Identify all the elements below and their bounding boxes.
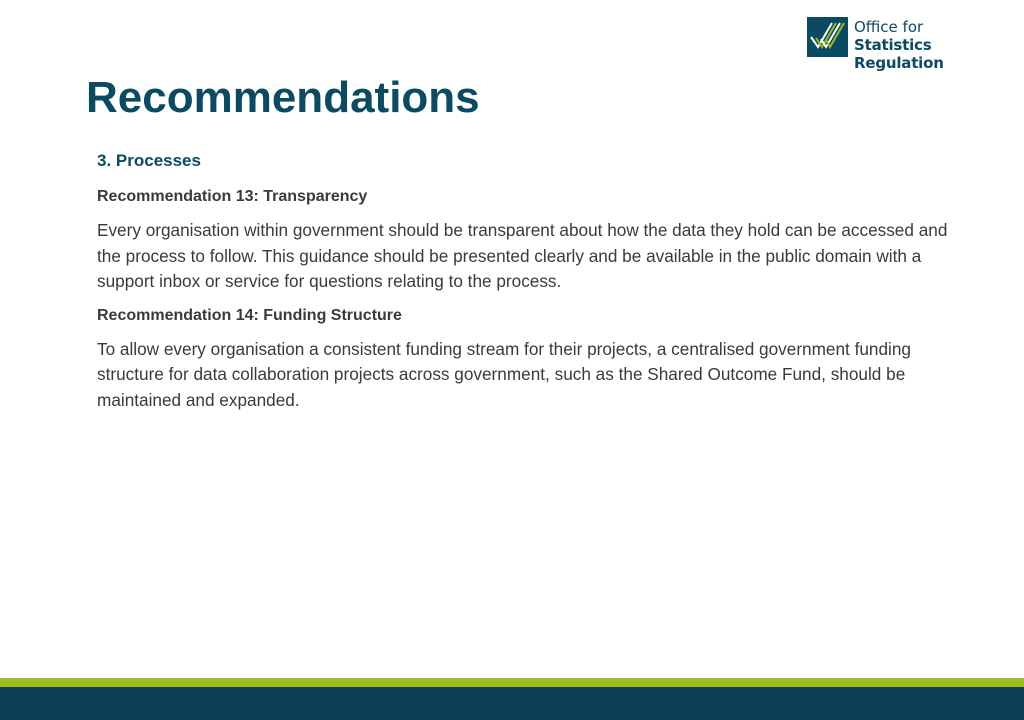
recommendation-13-heading: Recommendation 13: Transparency bbox=[97, 188, 368, 205]
slide-content bbox=[97, 150, 967, 423]
recommendation-14-body: To allow every organisation a consistent funding stream for their projects, a centralised government funding structure for data collaboration projects across government, such as the Shared Outcome Fund, should be maintained and expanded. bbox=[97, 338, 911, 410]
footer-green-stripe bbox=[0, 678, 1024, 687]
checkmark-logo-icon bbox=[807, 17, 848, 57]
footer-navy-bar bbox=[0, 687, 1024, 720]
logo-line-2: Statistics Regulation bbox=[854, 36, 944, 72]
osr-logo bbox=[807, 17, 1007, 72]
logo-line-1: Office for bbox=[854, 18, 924, 36]
recommendation-13-body: Every organisation within government should be transparent about how the data they hold can be accessed and the process to follow. This guidance should be presented clearly and be available in the public domain with a support inbox or service for questions relating to the process. bbox=[97, 220, 948, 291]
section-heading: 3. Processes bbox=[97, 151, 201, 170]
recommendation-14-heading: Recommendation 14: Funding Structure bbox=[97, 306, 402, 324]
logo-wordmark bbox=[854, 18, 1007, 72]
page-title: Recommendations bbox=[86, 73, 480, 122]
